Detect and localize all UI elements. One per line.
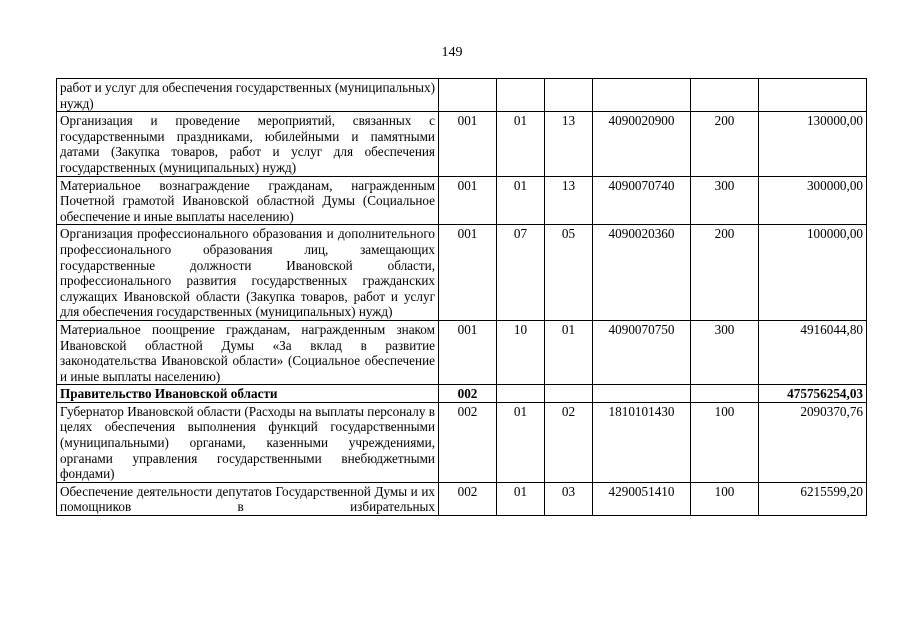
row-section-code: 10	[497, 320, 545, 384]
row-subsection-code: 13	[545, 112, 593, 176]
row-admin-code: 002	[439, 385, 497, 403]
row-amount	[759, 79, 867, 112]
row-subsection-code	[545, 385, 593, 403]
row-expense-type: 300	[691, 176, 759, 225]
row-target-article: 4090070750	[593, 320, 691, 384]
row-amount: 130000,00	[759, 112, 867, 176]
row-expense-type: 100	[691, 402, 759, 482]
row-section-code	[497, 385, 545, 403]
row-description: Правительство Ивановской области	[57, 385, 439, 403]
row-description: Обеспечение деятельности депутатов Государственной Думы и их помощников в избирательных	[57, 482, 439, 515]
row-subsection-code	[545, 79, 593, 112]
row-target-article: 4290051410	[593, 482, 691, 515]
budget-table	[56, 78, 867, 516]
row-section-code	[497, 79, 545, 112]
row-expense-type: 300	[691, 320, 759, 384]
row-section-code: 01	[497, 482, 545, 515]
row-subsection-code: 01	[545, 320, 593, 384]
row-expense-type	[691, 79, 759, 112]
table-row	[57, 112, 867, 176]
page-number: 149	[441, 45, 463, 60]
row-admin-code: 001	[439, 176, 497, 225]
row-section-code: 07	[497, 225, 545, 321]
row-target-article: 4090070740	[593, 176, 691, 225]
row-target-article	[593, 79, 691, 112]
table-row	[57, 402, 867, 482]
row-admin-code: 001	[439, 112, 497, 176]
table-row	[57, 225, 867, 321]
row-target-article: 1810101430	[593, 402, 691, 482]
table-row	[57, 176, 867, 225]
budget-table-body	[57, 79, 867, 516]
row-section-code: 01	[497, 112, 545, 176]
row-target-article: 4090020360	[593, 225, 691, 321]
row-expense-type	[691, 385, 759, 403]
row-amount: 475756254,03	[759, 385, 867, 403]
row-expense-type: 200	[691, 225, 759, 321]
row-target-article: 4090020900	[593, 112, 691, 176]
row-admin-code: 002	[439, 402, 497, 482]
row-subsection-code: 05	[545, 225, 593, 321]
row-expense-type: 200	[691, 112, 759, 176]
row-admin-code: 002	[439, 482, 497, 515]
row-amount: 4916044,80	[759, 320, 867, 384]
row-subsection-code: 13	[545, 176, 593, 225]
row-description: Материальное вознаграждение гражданам, награжденным Почетной грамотой Ивановской областной Думы (Социальное обеспечение и иные выплаты населению)	[57, 176, 439, 225]
row-expense-type: 100	[691, 482, 759, 515]
row-target-article	[593, 385, 691, 403]
row-description: Организация и проведение мероприятий, связанных с государственными праздниками, юбилейными и памятными датами (Закупка товаров, работ и услуг для обеспечения государственных (муниципальных) нужд)	[57, 112, 439, 176]
row-description: Организация профессионального образования и дополнительного профессионального образования лиц, замещающих государственные должности Ивановской области, профессионального развития государственных гражданских служащих Ивановской области (Закупка товаров, работ и услуг для обеспечения государственных (муниципальных) нужд)	[57, 225, 439, 321]
row-section-code: 01	[497, 402, 545, 482]
table-row	[57, 482, 867, 515]
row-description: Материальное поощрение гражданам, награжденным знаком Ивановской областной Думы «За вклад в развитие законодательства Ивановской области» (Социальное обеспечение и иные выплаты населению)	[57, 320, 439, 384]
table-row	[57, 385, 867, 403]
row-description: Губернатор Ивановской области (Расходы на выплаты персоналу в целях обеспечения выполнения функций государственными (муниципальными) органами, казенными учреждениями, органами управления государственными внебюджетными фондами)	[57, 402, 439, 482]
row-subsection-code: 03	[545, 482, 593, 515]
row-amount: 300000,00	[759, 176, 867, 225]
table-row	[57, 79, 867, 112]
row-description: работ и услуг для обеспечения государственных (муниципальных) нужд)	[57, 79, 439, 112]
row-amount: 6215599,20	[759, 482, 867, 515]
row-subsection-code: 02	[545, 402, 593, 482]
row-section-code: 01	[497, 176, 545, 225]
row-amount: 100000,00	[759, 225, 867, 321]
row-amount: 2090370,76	[759, 402, 867, 482]
table-row	[57, 320, 867, 384]
row-admin-code: 001	[439, 320, 497, 384]
row-admin-code: 001	[439, 225, 497, 321]
row-admin-code	[439, 79, 497, 112]
